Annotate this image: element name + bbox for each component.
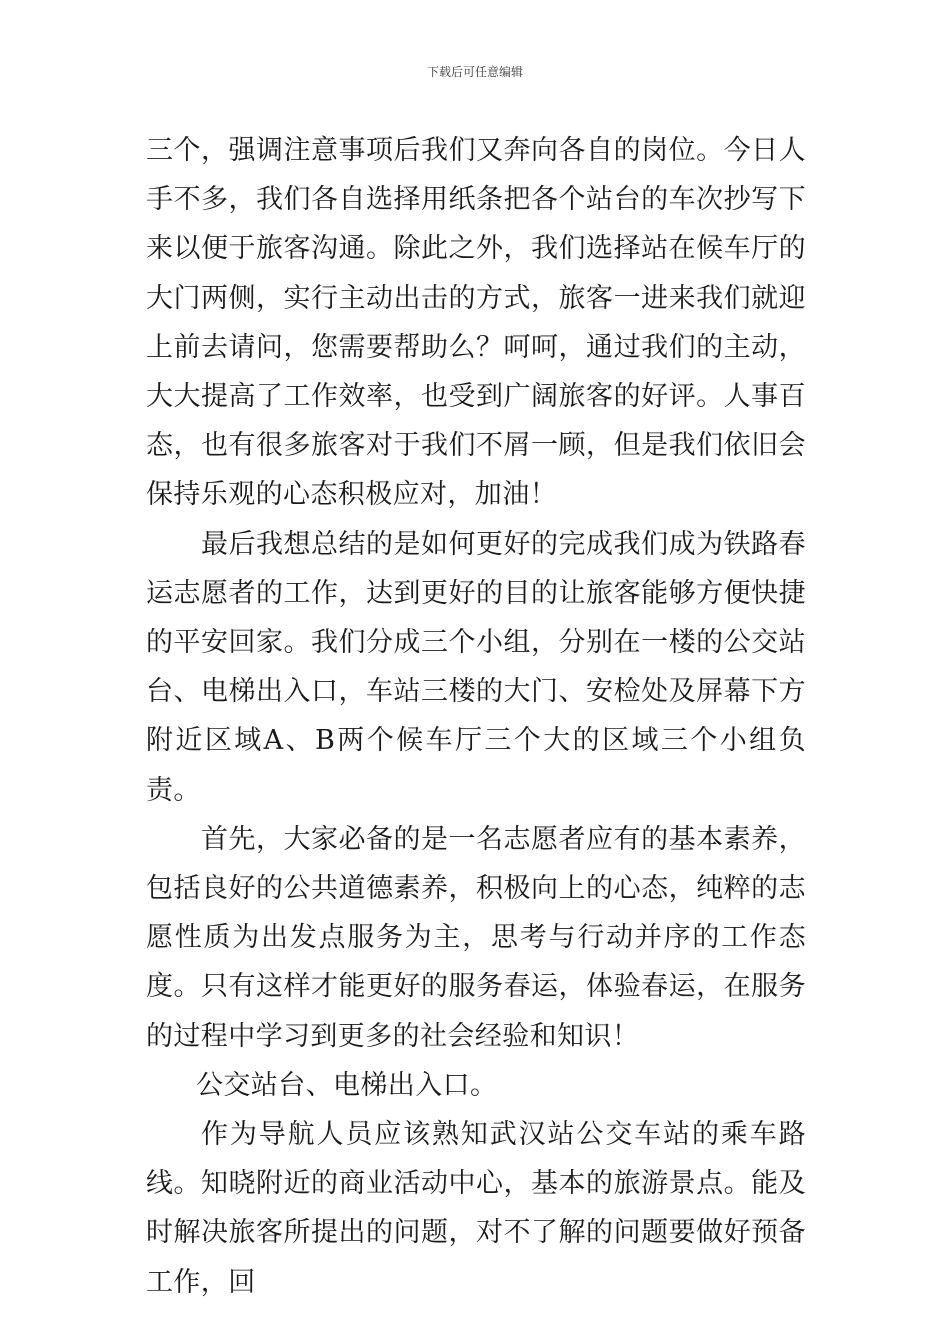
page-header-note: 下载后可任意编辑: [426, 65, 523, 79]
section-heading-bus-station: 公交站台、电梯出入口。: [196, 1069, 498, 1101]
paragraph-continued: 三个，强调注意事项后我们又奔向各自的岗位。今日人手不多，我们各自选择用纸条把各个站台的车次抄写下来以便于旅客沟通。除此之外，我们选择站在候车厅的大门两侧，实行主动出击的方式，旅客一进来我们就迎上前去请问，您需要帮助么？呵呵，通过我们的主动，大大提高了工作效率，也受到广阔旅客的好评。人事百态，也有很多旅客对于我们不屑一顾，但是我们依旧会保持乐观的心态积极应对，加油！: [146, 135, 806, 511]
paragraph-summary: 最后我想总结的是如何更好的完成我们成为铁路春运志愿者的工作，达到更好的目的让旅客能够方便快捷的平安回家。我们分成三个小组，分别在一楼的公交站台、电梯出入口，车站三楼的大门、安检处及屏幕下方附近区域A、B两个候车厅三个大的区域三个小组负责。: [146, 528, 806, 806]
paragraph-navigation-duties: 作为导航人员应该熟知武汉站公交车站的乘车路线。知晓附近的商业活动中心，基本的旅游景点。能及时解决旅客所提出的问题，对不了解的问题要做好预备工作，回: [146, 1119, 806, 1298]
document-body: [146, 126, 806, 1307]
paragraph-basic-qualities: 首先，大家必备的是一名志愿者应有的基本素养，包括良好的公共道德素养，积极向上的心态，纯粹的志愿性质为出发点服务为主，思考与行动并序的工作态度。只有这样才能更好的服务春运，体验春运，在服务的过程中学习到更多的社会经验和知识！: [146, 823, 806, 1052]
